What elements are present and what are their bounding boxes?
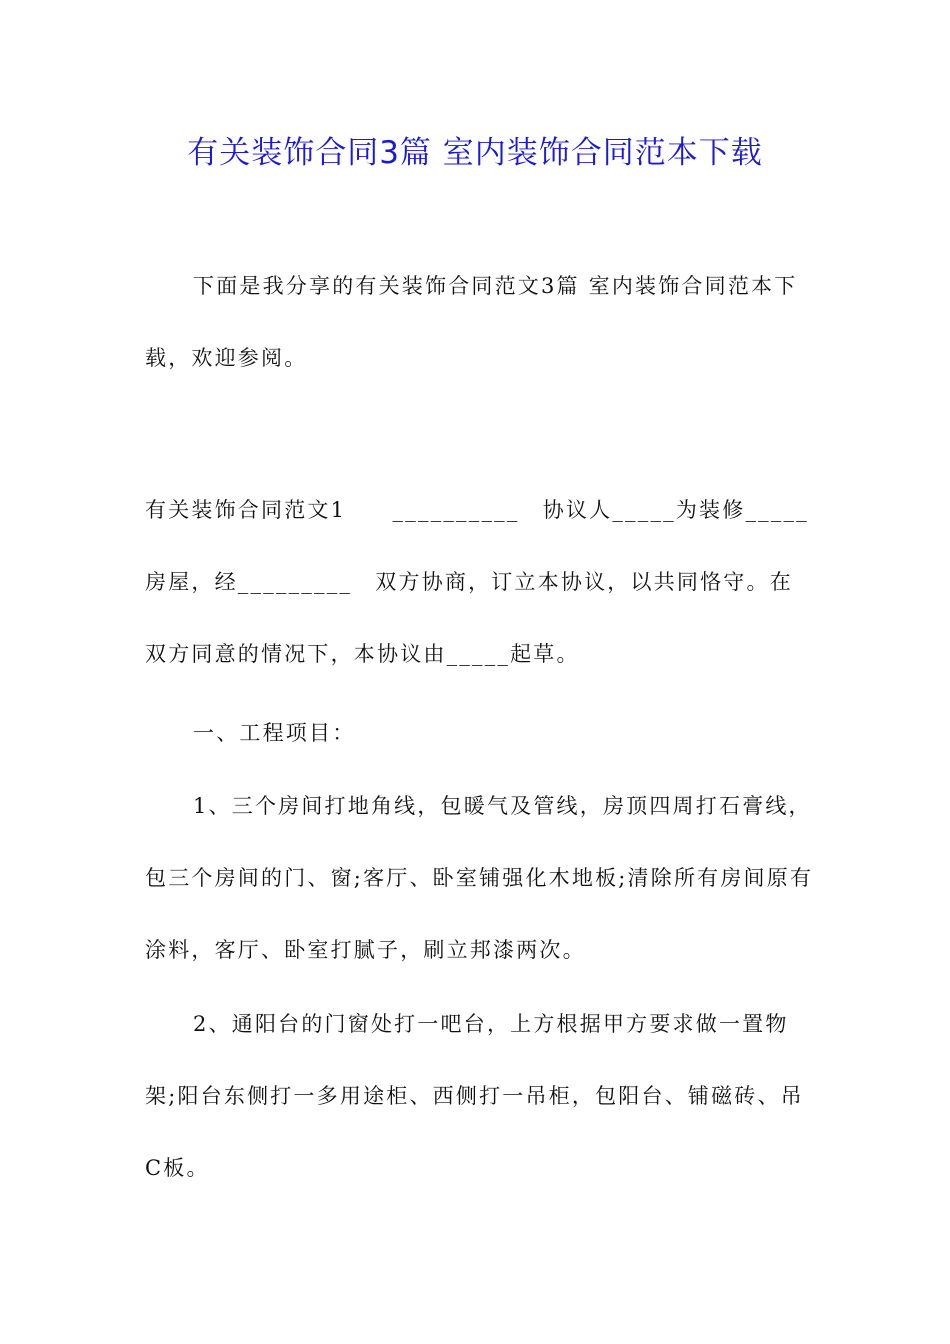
project-item-1: 1、三个房间打地角线，包暖气及管线，房顶四周打石膏线，包三个房间的门、窗;客厅、卧室铺强化木地板;清除所有房间原有涂料，客厅、卧室打腻子，刷立邦漆两次。: [145, 794, 814, 962]
intro-paragraph: 下面是我分享的有关装饰合同范文3篇 室内装饰合同范本下载，欢迎参阅。: [145, 274, 798, 370]
document-title: 有关装饰合同3篇 室内装饰合同范本下载: [187, 135, 763, 171]
section-heading-project: 一、工程项目：: [193, 721, 356, 745]
contract-sample-1-paragraph: 有关装饰合同范文1 __________ 协议人_____为装修_____房屋，经_________ 双方协商，订立本协议，以共同恪守。在双方同意的情况下，本协议由_____起草。: [145, 498, 809, 666]
project-item-2: 2、通阳台的门窗处打一吧台，上方根据甲方要求做一置物架;阳台东侧打一多用途柜、西侧打一吊柜，包阳台、铺磁砖、吊C板。: [145, 1012, 804, 1180]
